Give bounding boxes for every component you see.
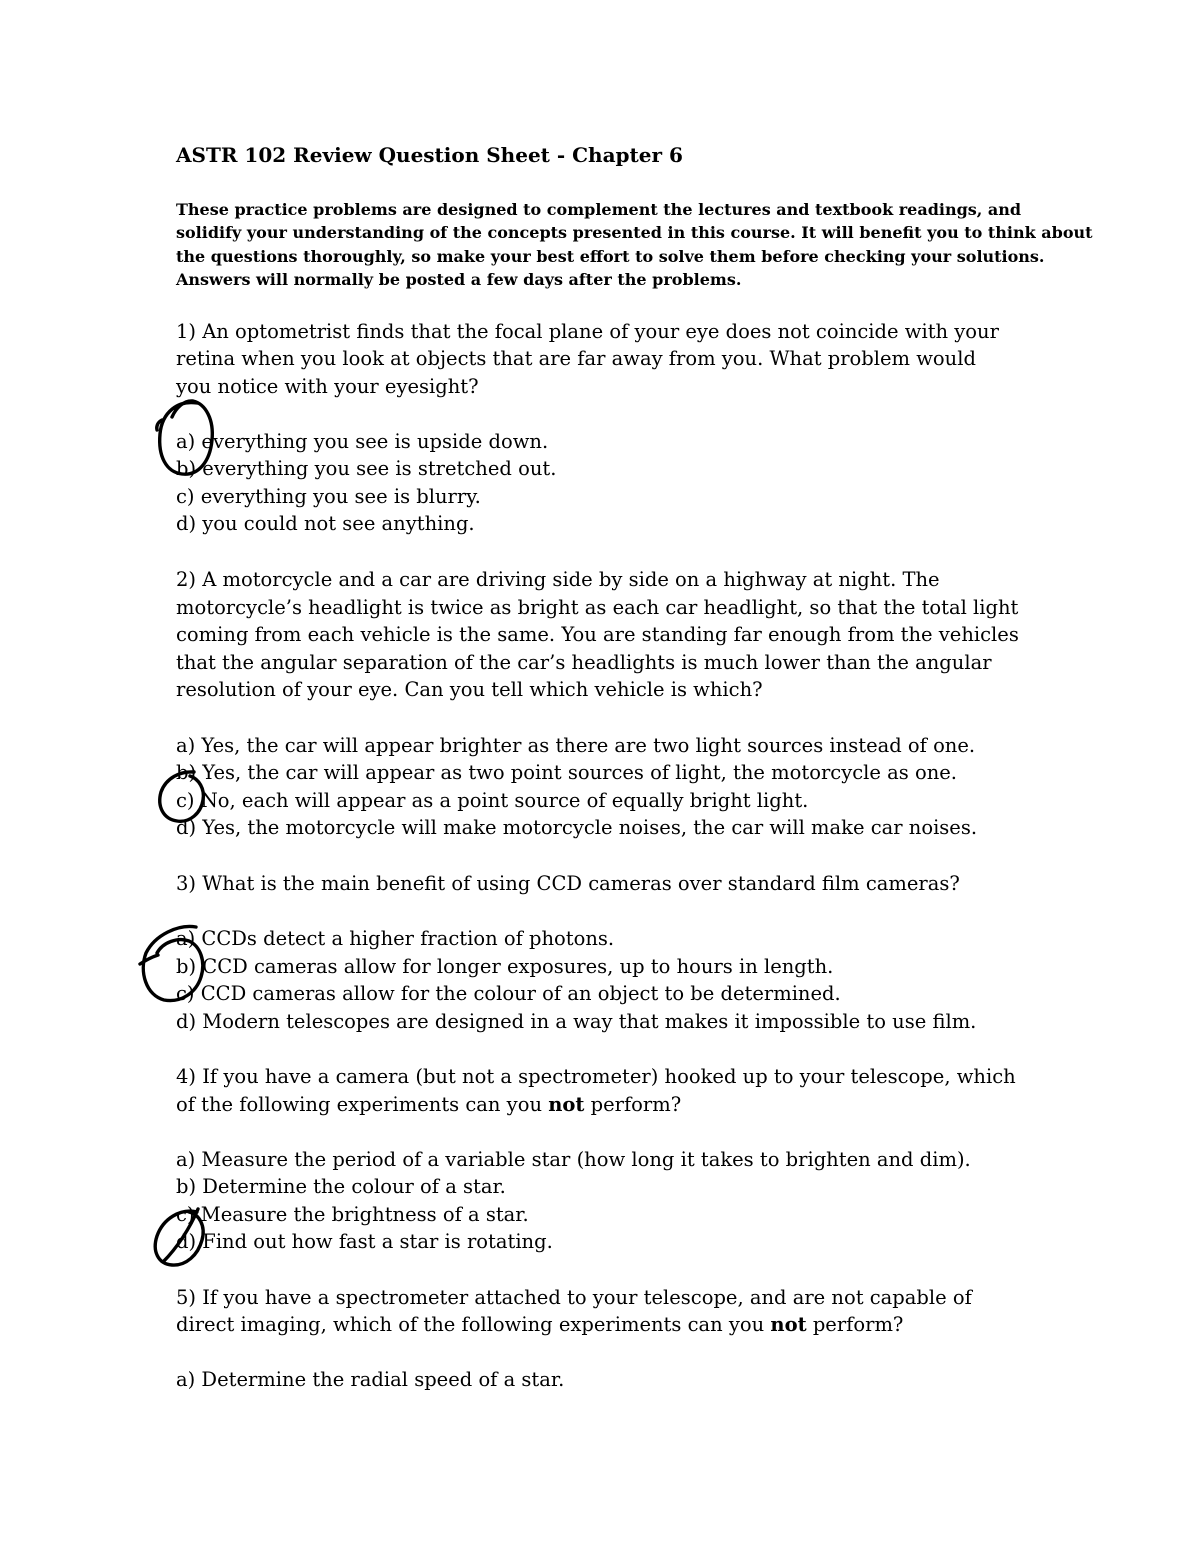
question-4-option-c: c) Measure the brightness of a star. xyxy=(176,1203,529,1226)
intro-line: These practice problems are designed to complement the lectures and textbook readings, and xyxy=(176,200,1022,219)
question-2-option-a: a) Yes, the car will appear brighter as there are two light sources instead of one. xyxy=(176,734,976,757)
question-3-option-b: b) CCD cameras allow for longer exposures, up to hours in length. xyxy=(176,955,834,978)
question-2-text: 2) A motorcycle and a car are driving side by side on a highway at night. The xyxy=(176,568,940,591)
question-2-text: resolution of your eye. Can you tell which vehicle is which? xyxy=(176,678,763,701)
question-1-text: you notice with your eyesight? xyxy=(176,375,479,398)
question-5-option-a: a) Determine the radial speed of a star. xyxy=(176,1368,565,1391)
intro-line: Answers will normally be posted a few days after the problems. xyxy=(176,269,742,289)
document-title: ASTR 102 Review Question Sheet - Chapter 6 xyxy=(176,143,683,167)
question-2-text: that the angular separation of the car’s headlights is much lower than the angular xyxy=(176,651,992,674)
question-4-text-prefix: of the following experiments can you xyxy=(176,1093,549,1116)
question-2-option-c: c) No, each will appear as a point source of equally bright light. xyxy=(176,789,809,812)
question-2-text: motorcycle’s headlight is twice as bright as each car headlight, so that the total light xyxy=(176,596,1019,619)
emphasis-not: not xyxy=(770,1313,807,1336)
question-4-text-suffix: perform? xyxy=(584,1093,682,1116)
question-3-option-a: a) CCDs detect a higher fraction of photons. xyxy=(176,927,615,950)
question-4-text xyxy=(176,1091,681,1118)
question-3-option-c: c) CCD cameras allow for the colour of an object to be determined. xyxy=(176,982,841,1005)
question-3-text: 3) What is the main benefit of using CCD cameras over standard film cameras? xyxy=(176,872,960,895)
question-5-text: 5) If you have a spectrometer attached to your telescope, and are not capable of xyxy=(176,1286,972,1309)
question-1-option-c: c) everything you see is blurry. xyxy=(176,485,481,508)
intro-line: solidify your understanding of the concepts presented in this course. It will benefit you to think about xyxy=(176,223,1093,243)
question-2-option-b: b) Yes, the car will appear as two point sources of light, the motorcycle as one. xyxy=(176,761,957,784)
question-2-text: coming from each vehicle is the same. You are standing far enough from the vehicles xyxy=(176,623,1019,646)
question-4-option-b: b) Determine the colour of a star. xyxy=(176,1175,506,1198)
intro-paragraph xyxy=(176,198,1093,291)
question-4-option-a: a) Measure the period of a variable star (how long it takes to brighten and dim). xyxy=(176,1148,971,1171)
question-5-text-suffix: perform? xyxy=(806,1313,904,1336)
question-1-text: 1) An optometrist finds that the focal plane of your eye does not coincide with your xyxy=(176,320,999,343)
question-2-option-d: d) Yes, the motorcycle will make motorcycle noises, the car will make car noises. xyxy=(176,816,978,839)
question-1-option-a: a) everything you see is upside down. xyxy=(176,430,549,453)
question-5-text-prefix: direct imaging, which of the following experiments can you xyxy=(176,1313,771,1336)
question-1-option-b: b) everything you see is stretched out. xyxy=(176,457,557,480)
question-1-option-d: d) you could not see anything. xyxy=(176,512,475,535)
question-5-text xyxy=(176,1311,903,1338)
emphasis-not: not xyxy=(548,1093,585,1116)
question-3-option-d: d) Modern telescopes are designed in a way that makes it impossible to use film. xyxy=(176,1010,977,1033)
question-1-text: retina when you look at objects that are far away from you. What problem would xyxy=(176,347,976,370)
intro-line: the questions thoroughly, so make your best effort to solve them before checking your solutions. xyxy=(176,246,1045,266)
question-4-text: 4) If you have a camera (but not a spectrometer) hooked up to your telescope, which xyxy=(176,1065,1016,1088)
question-4-option-d: d) Find out how fast a star is rotating. xyxy=(176,1230,553,1253)
